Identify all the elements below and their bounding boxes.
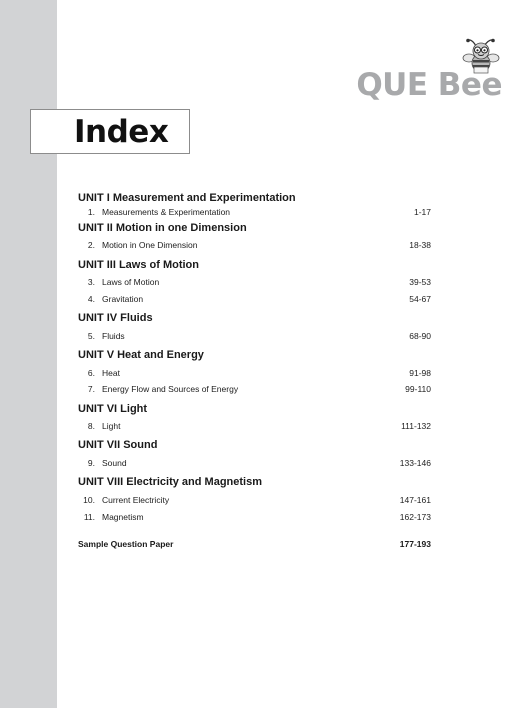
chapter-title: Gravitation — [102, 294, 144, 304]
sample-paper-label: Sample Question Paper — [78, 539, 174, 549]
chapter-number: 7. — [87, 384, 95, 394]
sample-paper-entry[interactable] — [0, 538, 525, 550]
unit-heading: UNIT II Motion in one Dimension — [78, 222, 247, 234]
chapter-title: Laws of Motion — [102, 277, 160, 287]
unit-heading: UNIT VIII Electricity and Magnetism — [78, 476, 262, 488]
toc-entry[interactable] — [0, 206, 525, 218]
chapter-number: 4. — [87, 294, 95, 304]
unit-heading: UNIT I Measurement and Experimentation — [78, 192, 296, 204]
page-range: 162-173 — [399, 512, 431, 522]
page-range: 133-146 — [399, 458, 431, 468]
unit-heading: UNIT VII Sound — [78, 439, 158, 451]
chapter-title: Energy Flow and Sources of Energy — [102, 384, 239, 394]
page-title: Index — [74, 114, 169, 150]
chapter-title: Heat — [102, 368, 120, 378]
toc-entry[interactable] — [0, 420, 525, 432]
unit-heading: UNIT III Laws of Motion — [78, 259, 199, 271]
chapter-number: 11. — [83, 512, 95, 522]
unit-heading: UNIT V Heat and Energy — [78, 349, 204, 361]
page-range: 1-17 — [413, 207, 431, 217]
page-range: 68-90 — [409, 331, 431, 341]
page-range: 54-67 — [409, 294, 431, 304]
unit-heading: UNIT IV Fluids — [78, 312, 153, 324]
chapter-number: 10. — [83, 495, 95, 505]
page-range: 39-53 — [409, 277, 431, 287]
chapter-number: 3. — [87, 277, 95, 287]
chapter-title: Current Electricity — [102, 495, 170, 505]
chapter-number: 9. — [87, 458, 95, 468]
chapter-title: Motion in One Dimension — [102, 240, 198, 250]
toc-entry[interactable] — [0, 239, 525, 251]
page-range: 147-161 — [399, 495, 431, 505]
toc-entry[interactable] — [0, 330, 525, 342]
chapter-title: Light — [102, 421, 121, 431]
chapter-number: 1. — [87, 207, 95, 217]
page-range: 18-38 — [409, 240, 431, 250]
toc-entry[interactable] — [0, 494, 525, 506]
page-range: 111-132 — [401, 421, 431, 431]
toc-entry[interactable] — [0, 457, 525, 469]
toc-entry[interactable] — [0, 367, 525, 379]
chapter-title: Sound — [102, 458, 127, 468]
chapter-number: 6. — [87, 368, 95, 378]
chapter-number: 5. — [87, 331, 95, 341]
chapter-title: Measurements & Experimentation — [102, 207, 231, 217]
chapter-title: Fluids — [102, 331, 125, 341]
chapter-title: Magnetism — [102, 512, 144, 522]
toc-entry[interactable] — [0, 276, 525, 288]
chapter-number: 2. — [87, 240, 95, 250]
toc-entry[interactable] — [0, 511, 525, 523]
brand-name: QUE Bee — [356, 67, 502, 103]
page-range: 91-98 — [409, 368, 431, 378]
toc-entry[interactable] — [0, 383, 525, 395]
sample-paper-pages: 177-193 — [399, 539, 431, 549]
toc-entry[interactable] — [0, 293, 525, 305]
page-range: 99-110 — [405, 384, 431, 394]
unit-heading: UNIT VI Light — [78, 403, 148, 415]
chapter-number: 8. — [87, 421, 95, 431]
